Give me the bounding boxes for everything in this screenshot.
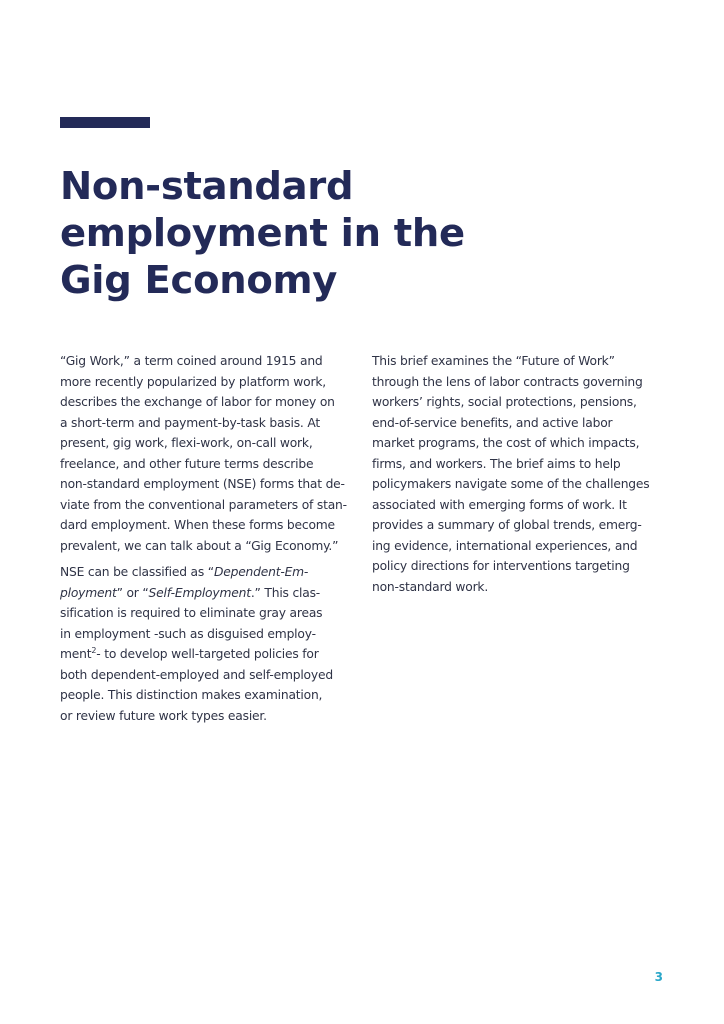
- text-line: This brief examines the “Future of Work”: [372, 354, 615, 368]
- text-line: more recently popularized by platform work,: [60, 374, 326, 389]
- text-segment: NSE can be classified as “: [60, 565, 214, 579]
- text-line: in employment -such as disguised employ-: [60, 626, 316, 641]
- emphasis-self-employment: Self-Employment: [148, 585, 251, 600]
- text-line: a short-term and payment-by-task basis. At: [60, 415, 320, 430]
- text-segment: - to develop well-targeted policies for: [96, 647, 319, 661]
- text-line: people. This distinction makes examination,: [60, 688, 323, 702]
- text-line: associated with emerging forms of work. It: [372, 497, 627, 512]
- text-line: policymakers navigate some of the challenges: [372, 477, 650, 491]
- emphasis-dependent-employment: Dependent-Em-: [213, 565, 309, 579]
- paragraph-brief-overview: [372, 351, 672, 597]
- left-column: [60, 351, 360, 726]
- title-line-2: employment in the: [60, 211, 465, 256]
- text-line: through the lens of labor contracts governing: [372, 374, 643, 389]
- text-line: prevalent, we can talk about a “Gig Economy.”: [60, 538, 339, 553]
- text-line: non-standard employment (NSE) forms that de-: [60, 477, 345, 491]
- text-line: firms, and workers. The brief aims to help: [372, 456, 621, 471]
- paragraph-nse-classification: [60, 562, 360, 726]
- title-line-3: Gig Economy: [60, 258, 338, 303]
- page-title: [60, 163, 660, 304]
- text-line: present, gig work, flexi-work, on-call work,: [60, 436, 313, 450]
- text-line: [60, 562, 360, 583]
- emphasis-dependent-employment-cont: ployment: [60, 585, 117, 600]
- text-line: ing evidence, international experiences, and: [372, 538, 638, 553]
- paragraph-gig-work: [60, 351, 360, 556]
- title-line-1: Non-standard: [60, 164, 354, 209]
- text-segment: ment: [60, 647, 92, 661]
- text-line: describes the exchange of labor for money on: [60, 395, 335, 409]
- text-line: non-standard work.: [372, 579, 489, 594]
- text-line: “Gig Work,” a term coined around 1915 and: [60, 354, 323, 368]
- text-line: [60, 583, 360, 604]
- text-line: workers’ rights, social protections, pensions,: [372, 395, 637, 409]
- page-number: 3: [654, 970, 663, 984]
- text-line: freelance, and other future terms describe: [60, 456, 314, 471]
- text-line: or review future work types easier.: [60, 708, 267, 723]
- text-line: provides a summary of global trends, emerg-: [372, 518, 642, 532]
- text-line: end-of-service benefits, and active labor: [372, 415, 613, 430]
- right-column: [372, 351, 672, 597]
- text-line: both dependent-employed and self-employed: [60, 667, 333, 682]
- text-line: dard employment. When these forms become: [60, 518, 335, 532]
- text-line: [60, 644, 360, 665]
- text-line: policy directions for interventions targeting: [372, 559, 630, 573]
- text-segment: .” This clas-: [250, 585, 321, 600]
- text-line: viate from the conventional parameters of stan-: [60, 497, 347, 512]
- text-segment: ” or “: [116, 585, 149, 600]
- accent-bar: [60, 117, 150, 128]
- footnote-reference: 2: [91, 645, 97, 655]
- text-line: sification is required to eliminate gray areas: [60, 606, 323, 620]
- text-line: market programs, the cost of which impacts,: [372, 436, 640, 450]
